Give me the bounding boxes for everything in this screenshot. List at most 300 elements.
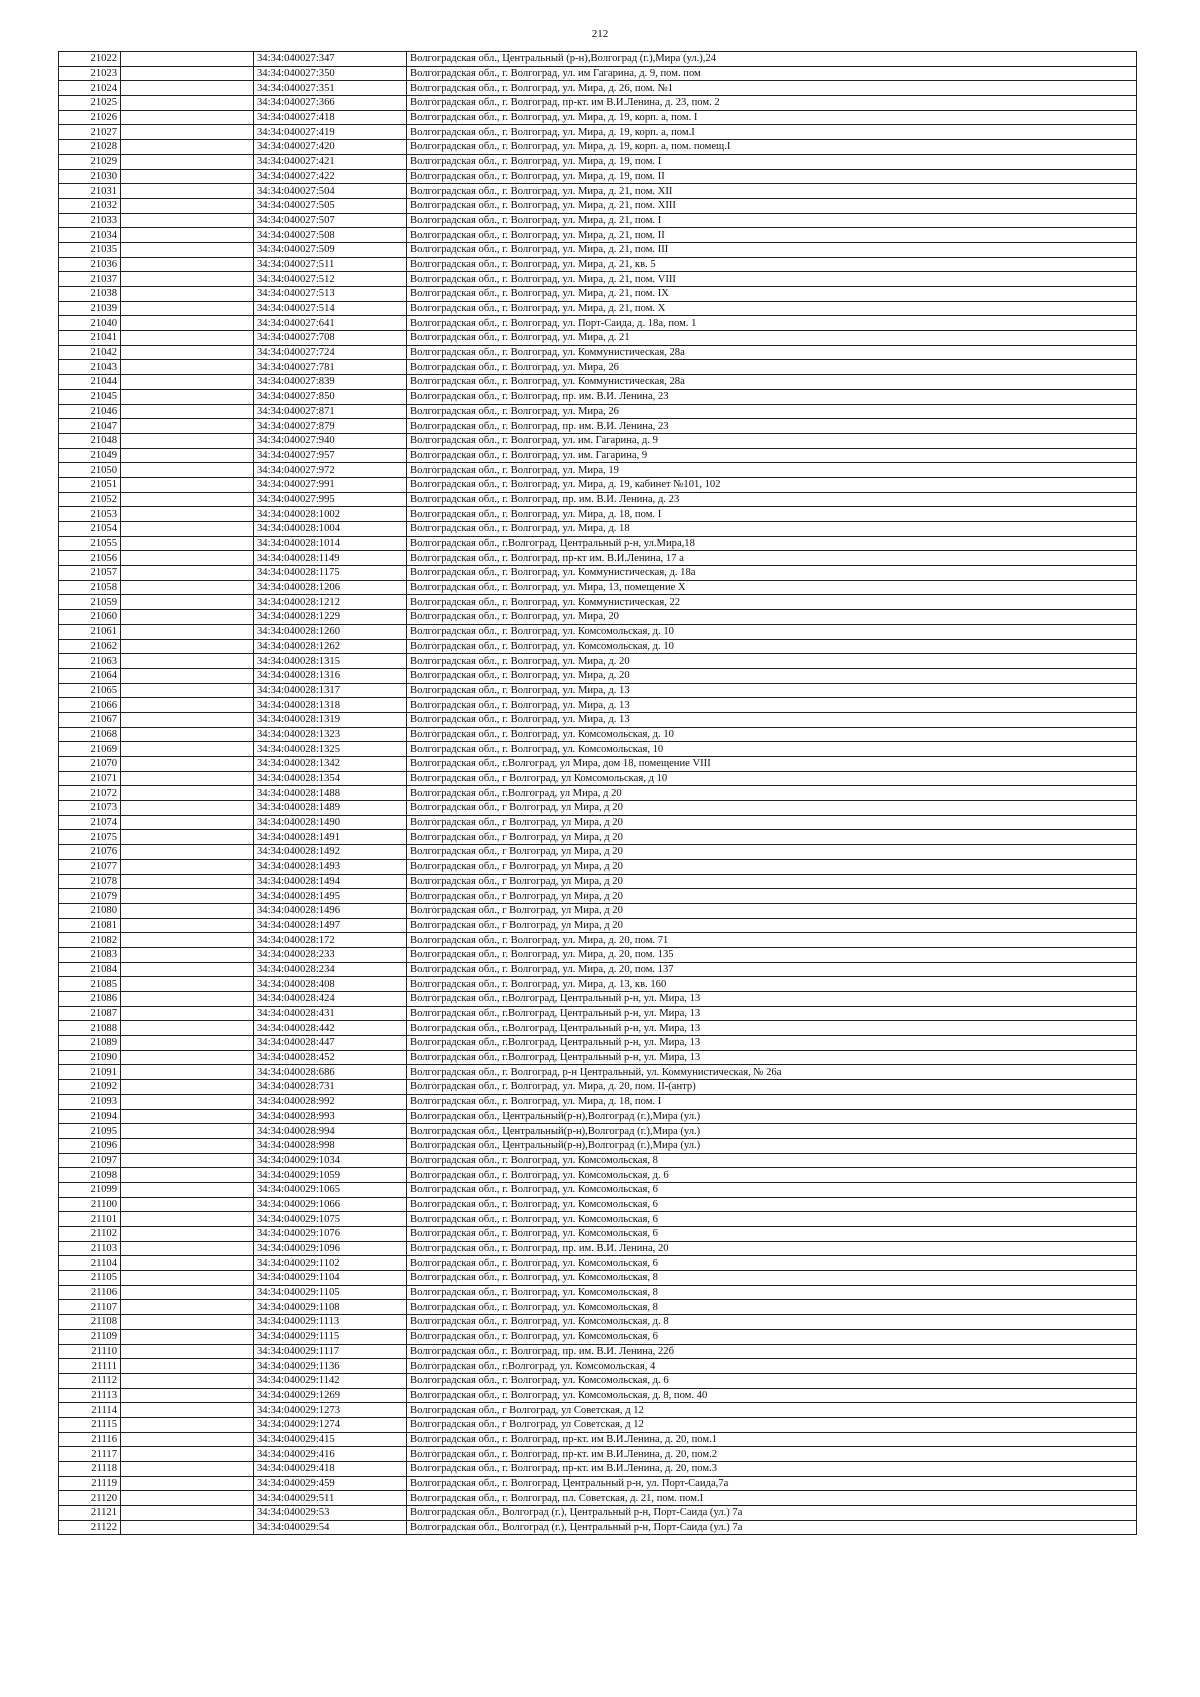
row-number-cell: 21064 [59,668,121,683]
row-number-cell: 21082 [59,933,121,948]
cadastral-number-cell: 34:34:040027:351 [254,81,407,96]
address-cell: Волгоградская обл., Центральный(р-н),Волгоград (г.),Мира (ул.) [407,1109,1137,1124]
row-number-cell: 21074 [59,815,121,830]
row-number-cell: 21083 [59,947,121,962]
empty-cell [121,1271,254,1286]
address-cell: Волгоградская обл., г. Волгоград, ул. Мира, д. 21, пом. IX [407,287,1137,302]
address-cell: Волгоградская обл., г.Волгоград, Центральный р-н, ул. Мира, 13 [407,992,1137,1007]
table-row [59,1138,1137,1153]
table-row [59,213,1137,228]
cadastral-number-cell: 34:34:040027:871 [254,404,407,419]
table-row [59,712,1137,727]
address-cell: Волгоградская обл., г. Волгоград, ул. Комсомольская, 10 [407,742,1137,757]
address-cell: Волгоградская обл., г. Волгоград, ул. им. Гагарина, д. 9 [407,433,1137,448]
table-row [59,977,1137,992]
table-row [59,1197,1137,1212]
empty-cell [121,1359,254,1374]
empty-cell [121,1138,254,1153]
empty-cell [121,727,254,742]
empty-cell [121,287,254,302]
empty-cell [121,757,254,772]
row-number-cell: 21112 [59,1373,121,1388]
table-row [59,433,1137,448]
row-number-cell: 21069 [59,742,121,757]
empty-cell [121,1168,254,1183]
empty-cell [121,1241,254,1256]
row-number-cell: 21067 [59,712,121,727]
table-row [59,757,1137,772]
empty-cell [121,595,254,610]
row-number-cell: 21047 [59,419,121,434]
table-row [59,1094,1137,1109]
cadastral-number-cell: 34:34:040028:233 [254,947,407,962]
empty-cell [121,566,254,581]
cadastral-number-cell: 34:34:040027:940 [254,433,407,448]
row-number-cell: 21091 [59,1065,121,1080]
cadastral-number-cell: 34:34:040028:1489 [254,801,407,816]
row-number-cell: 21051 [59,477,121,492]
row-number-cell: 21107 [59,1300,121,1315]
address-cell: Волгоградская обл., г. Волгоград, ул. Мира, д. 18 [407,522,1137,537]
empty-cell [121,1344,254,1359]
address-cell: Волгоградская обл., г. Волгоград, ул. Мира, д. 26, пом. №1 [407,81,1137,96]
address-cell: Волгоградская обл., г. Волгоград, пр. им. В.И. Ленина, 23 [407,389,1137,404]
cadastral-number-cell: 34:34:040028:1315 [254,654,407,669]
row-number-cell: 21103 [59,1241,121,1256]
cadastral-number-cell: 34:34:040029:1136 [254,1359,407,1374]
address-cell: Волгоградская обл., г. Волгоград, ул. Мира, д. 19, корп. а, пом.I [407,125,1137,140]
cadastral-number-cell: 34:34:040028:1494 [254,874,407,889]
table-row [59,1432,1137,1447]
row-number-cell: 21029 [59,154,121,169]
empty-cell [121,404,254,419]
row-number-cell: 21090 [59,1050,121,1065]
row-number-cell: 21088 [59,1021,121,1036]
address-cell: Волгоградская обл., г. Волгоград, ул. Мира, д. 21, пом. XIII [407,198,1137,213]
address-cell: Волгоградская обл., г. Волгоград, ул. Мира, д. 19, кабинет №101, 102 [407,477,1137,492]
empty-cell [121,345,254,360]
address-cell: Волгоградская обл., г. Волгоград, ул. Комсомольская, 6 [407,1256,1137,1271]
table-row [59,859,1137,874]
table-row [59,272,1137,287]
row-number-cell: 21046 [59,404,121,419]
table-row [59,903,1137,918]
table-row [59,507,1137,522]
address-cell: Волгоградская обл., г. Волгоград, ул. Комсомольская, 8 [407,1271,1137,1286]
table-row [59,140,1137,155]
table-row [59,771,1137,786]
table-row [59,889,1137,904]
empty-cell [121,140,254,155]
empty-cell [121,801,254,816]
address-cell: Волгоградская обл., г. Волгоград, ул. Мира, д. 21, пом. I [407,213,1137,228]
table-row [59,228,1137,243]
row-number-cell: 21078 [59,874,121,889]
cadastral-number-cell: 34:34:040028:1260 [254,624,407,639]
cadastral-number-cell: 34:34:040028:992 [254,1094,407,1109]
table-row [59,683,1137,698]
row-number-cell: 21098 [59,1168,121,1183]
table-row [59,1065,1137,1080]
empty-cell [121,463,254,478]
row-number-cell: 21045 [59,389,121,404]
cadastral-number-cell: 34:34:040029:1273 [254,1403,407,1418]
row-number-cell: 21062 [59,639,121,654]
cadastral-number-cell: 34:34:040027:957 [254,448,407,463]
table-row [59,698,1137,713]
cadastral-number-cell: 34:34:040027:418 [254,110,407,125]
address-cell: Волгоградская обл., г. Волгоград, ул. Мира, д. 21, пом. II [407,228,1137,243]
cadastral-number-cell: 34:34:040029:1066 [254,1197,407,1212]
address-cell: Волгоградская обл., г. Волгоград, ул. Коммунистическая, 28а [407,375,1137,390]
empty-cell [121,918,254,933]
cadastral-number-cell: 34:34:040028:1175 [254,566,407,581]
address-cell: Волгоградская обл., г. Волгоград, ул. Мира, д. 20, пом. 135 [407,947,1137,962]
address-cell: Волгоградская обл., г.Волгоград, Центральный р-н, ул. Мира, 13 [407,1036,1137,1051]
table-row [59,1462,1137,1477]
address-cell: Волгоградская обл., г. Волгоград, ул. Комсомольская, 6 [407,1212,1137,1227]
address-cell: Волгоградская обл., г. Волгоград, ул. Комсомольская, д. 6 [407,1168,1137,1183]
table-row [59,81,1137,96]
address-cell: Волгоградская обл., г. Волгоград, ул. Мира, д. 18, пом. I [407,507,1137,522]
cadastral-number-cell: 34:34:040029:1096 [254,1241,407,1256]
address-cell: Волгоградская обл., г Волгоград, ул Советская, д 12 [407,1417,1137,1432]
address-cell: Волгоградская обл., г. Волгоград, пр-кт. им В.И.Ленина, д. 20, пом.3 [407,1462,1137,1477]
table-row [59,1447,1137,1462]
cadastral-number-cell: 34:34:040029:1065 [254,1182,407,1197]
empty-cell [121,889,254,904]
address-cell: Волгоградская обл., г.Волгоград, ул. Комсомольская, 4 [407,1359,1137,1374]
row-number-cell: 21025 [59,96,121,111]
row-number-cell: 21085 [59,977,121,992]
table-row [59,389,1137,404]
table-row [59,1329,1137,1344]
row-number-cell: 21099 [59,1182,121,1197]
empty-cell [121,962,254,977]
registry-table [58,51,1137,1535]
empty-cell [121,331,254,346]
table-row [59,1388,1137,1403]
cadastral-number-cell: 34:34:040029:1117 [254,1344,407,1359]
address-cell: Волгоградская обл., г. Волгоград, ул. Мира, д. 21 [407,331,1137,346]
address-cell: Волгоградская обл., г. Волгоград, ул. Мира, д. 13 [407,712,1137,727]
address-cell: Волгоградская обл., г. Волгоград, ул. Мира, д. 21, пом. III [407,242,1137,257]
cadastral-number-cell: 34:34:040027:514 [254,301,407,316]
table-row [59,668,1137,683]
empty-cell [121,1520,254,1535]
empty-cell [121,1021,254,1036]
cadastral-number-cell: 34:34:040028:234 [254,962,407,977]
cadastral-number-cell: 34:34:040028:431 [254,1006,407,1021]
table-row [59,566,1137,581]
row-number-cell: 21114 [59,1403,121,1418]
cadastral-number-cell: 34:34:040027:513 [254,287,407,302]
row-number-cell: 21121 [59,1506,121,1521]
row-number-cell: 21079 [59,889,121,904]
table-row [59,595,1137,610]
row-number-cell: 21024 [59,81,121,96]
empty-cell [121,1256,254,1271]
row-number-cell: 21086 [59,992,121,1007]
empty-cell [121,1124,254,1139]
row-number-cell: 21073 [59,801,121,816]
empty-cell [121,815,254,830]
cadastral-number-cell: 34:34:040027:420 [254,140,407,155]
empty-cell [121,1476,254,1491]
cadastral-number-cell: 34:34:040028:1492 [254,845,407,860]
address-cell: Волгоградская обл., г. Волгоград, пр-кт. им В.И.Ленина, д. 20, пом.1 [407,1432,1137,1447]
cadastral-number-cell: 34:34:040028:1325 [254,742,407,757]
empty-cell [121,1065,254,1080]
table-row [59,1417,1137,1432]
row-number-cell: 21049 [59,448,121,463]
row-number-cell: 21106 [59,1285,121,1300]
cadastral-number-cell: 34:34:040027:512 [254,272,407,287]
address-cell: Волгоградская обл., Центральный(р-н),Волгоград (г.),Мира (ул.) [407,1138,1137,1153]
empty-cell [121,859,254,874]
address-cell: Волгоградская обл., г. Волгоград, Центральный р-н, ул. Порт-Саида,7а [407,1476,1137,1491]
cadastral-number-cell: 34:34:040027:422 [254,169,407,184]
empty-cell [121,698,254,713]
table-row [59,404,1137,419]
address-cell: Волгоградская обл., г. Волгоград, ул. Комсомольская, 6 [407,1227,1137,1242]
empty-cell [121,419,254,434]
row-number-cell: 21055 [59,536,121,551]
table-row [59,184,1137,199]
address-cell: Волгоградская обл., г. Волгоград, ул. Комсомольская, д. 10 [407,727,1137,742]
table-row [59,1344,1137,1359]
table-row [59,125,1137,140]
address-cell: Волгоградская обл., г. Волгоград, р-н Центральный, ул. Коммунистическая, № 26а [407,1065,1137,1080]
row-number-cell: 21122 [59,1520,121,1535]
address-cell: Волгоградская обл., г. Волгоград, ул. Мира, д. 21, пом. XII [407,184,1137,199]
row-number-cell: 21030 [59,169,121,184]
cadastral-number-cell: 34:34:040028:686 [254,1065,407,1080]
row-number-cell: 21023 [59,66,121,81]
address-cell: Волгоградская обл., г. Волгоград, ул. Комсомольская, 6 [407,1197,1137,1212]
cadastral-number-cell: 34:34:040027:879 [254,419,407,434]
address-cell: Волгоградская обл., г. Волгоград, пр-кт. им В.И.Ленина, д. 20, пом.2 [407,1447,1137,1462]
address-cell: Волгоградская обл., Центральный (р-н),Волгоград (г.),Мира (ул.),24 [407,52,1137,67]
cadastral-number-cell: 34:34:040028:1316 [254,668,407,683]
table-row [59,1300,1137,1315]
empty-cell [121,903,254,918]
empty-cell [121,1080,254,1095]
empty-cell [121,712,254,727]
cadastral-number-cell: 34:34:040028:994 [254,1124,407,1139]
empty-cell [121,1506,254,1521]
row-number-cell: 21115 [59,1417,121,1432]
row-number-cell: 21048 [59,433,121,448]
table-row [59,316,1137,331]
address-cell: Волгоградская обл., г Волгоград, ул Мира, д 20 [407,859,1137,874]
empty-cell [121,610,254,625]
address-cell: Волгоградская обл., г.Волгоград, Центральный р-н, ул. Мира, 13 [407,1021,1137,1036]
cadastral-number-cell: 34:34:040028:1493 [254,859,407,874]
address-cell: Волгоградская обл., г. Волгоград, ул. им Гагарина, д. 9, пом. пом [407,66,1137,81]
address-cell: Волгоградская обл., г. Волгоград, ул. Комсомольская, 8 [407,1285,1137,1300]
address-cell: Волгоградская обл., г Волгоград, ул Мира, д 20 [407,918,1137,933]
empty-cell [121,433,254,448]
empty-cell [121,1315,254,1330]
row-number-cell: 21056 [59,551,121,566]
address-cell: Волгоградская обл., г. Волгоград, пр-кт им. В.И.Ленина, 17 а [407,551,1137,566]
address-cell: Волгоградская обл., г. Волгоград, ул. Мира, д. 21, пом. VIII [407,272,1137,287]
table-row [59,815,1137,830]
table-row [59,1227,1137,1242]
cadastral-number-cell: 34:34:040029:1269 [254,1388,407,1403]
empty-cell [121,125,254,140]
row-number-cell: 21028 [59,140,121,155]
table-row [59,580,1137,595]
empty-cell [121,580,254,595]
cadastral-number-cell: 34:34:040028:1354 [254,771,407,786]
cadastral-number-cell: 34:34:040027:839 [254,375,407,390]
empty-cell [121,1285,254,1300]
row-number-cell: 21097 [59,1153,121,1168]
row-number-cell: 21110 [59,1344,121,1359]
row-number-cell: 21076 [59,845,121,860]
address-cell: Волгоградская обл., г. Волгоград, пр. им. В.И. Ленина, 20 [407,1241,1137,1256]
cadastral-number-cell: 34:34:040029:1105 [254,1285,407,1300]
empty-cell [121,551,254,566]
address-cell: Волгоградская обл., г. Волгоград, ул. Комсомольская, д. 10 [407,624,1137,639]
empty-cell [121,639,254,654]
cadastral-number-cell: 34:34:040029:418 [254,1462,407,1477]
table-row [59,1506,1137,1521]
cadastral-number-cell: 34:34:040028:1491 [254,830,407,845]
table-row [59,1168,1137,1183]
empty-cell [121,1109,254,1124]
empty-cell [121,1182,254,1197]
empty-cell [121,66,254,81]
address-cell: Волгоградская обл., г. Волгоград, пр-кт. им В.И.Ленина, д. 23, пом. 2 [407,96,1137,111]
cadastral-number-cell: 34:34:040027:505 [254,198,407,213]
cadastral-number-cell: 34:34:040027:366 [254,96,407,111]
row-number-cell: 21093 [59,1094,121,1109]
table-row [59,1241,1137,1256]
row-number-cell: 21092 [59,1080,121,1095]
cadastral-number-cell: 34:34:040028:1262 [254,639,407,654]
row-number-cell: 21032 [59,198,121,213]
address-cell: Волгоградская обл., г. Волгоград, ул. Мира, 19 [407,463,1137,478]
row-number-cell: 21054 [59,522,121,537]
row-number-cell: 21100 [59,1197,121,1212]
empty-cell [121,228,254,243]
cadastral-number-cell: 34:34:040029:1108 [254,1300,407,1315]
empty-cell [121,1050,254,1065]
cadastral-number-cell: 34:34:040029:1102 [254,1256,407,1271]
row-number-cell: 21035 [59,242,121,257]
empty-cell [121,52,254,67]
table-row [59,198,1137,213]
address-cell: Волгоградская обл., г. Волгоград, ул. Мира, 26 [407,360,1137,375]
table-row [59,1491,1137,1506]
address-cell: Волгоградская обл., Центральный(р-н),Волгоград (г.),Мира (ул.) [407,1124,1137,1139]
row-number-cell: 21104 [59,1256,121,1271]
table-row [59,1403,1137,1418]
address-cell: Волгоградская обл., г Волгоград, ул Мира, д 20 [407,874,1137,889]
empty-cell [121,257,254,272]
empty-cell [121,213,254,228]
cadastral-number-cell: 34:34:040027:421 [254,154,407,169]
row-number-cell: 21087 [59,1006,121,1021]
table-row [59,801,1137,816]
row-number-cell: 21077 [59,859,121,874]
cadastral-number-cell: 34:34:040028:172 [254,933,407,948]
table-row [59,536,1137,551]
empty-cell [121,874,254,889]
address-cell: Волгоградская обл., г. Волгоград, ул. Порт-Саида, д. 18а, пом. 1 [407,316,1137,331]
table-row [59,169,1137,184]
table-row [59,1006,1137,1021]
row-number-cell: 21060 [59,610,121,625]
empty-cell [121,316,254,331]
address-cell: Волгоградская обл., г Волгоград, ул Мира, д 20 [407,801,1137,816]
cadastral-number-cell: 34:34:040028:1319 [254,712,407,727]
row-number-cell: 21070 [59,757,121,772]
row-number-cell: 21119 [59,1476,121,1491]
empty-cell [121,1212,254,1227]
empty-cell [121,1432,254,1447]
empty-cell [121,977,254,992]
cadastral-number-cell: 34:34:040028:1497 [254,918,407,933]
cadastral-number-cell: 34:34:040027:708 [254,331,407,346]
empty-cell [121,1094,254,1109]
empty-cell [121,1197,254,1212]
table-row [59,1080,1137,1095]
cadastral-number-cell: 34:34:040029:1115 [254,1329,407,1344]
address-cell: Волгоградская обл., г. Волгоград, ул. Мира, д. 20 [407,654,1137,669]
cadastral-number-cell: 34:34:040029:459 [254,1476,407,1491]
address-cell: Волгоградская обл., г. Волгоград, ул. Мира, д. 13 [407,683,1137,698]
row-number-cell: 21095 [59,1124,121,1139]
cadastral-number-cell: 34:34:040027:850 [254,389,407,404]
empty-cell [121,1006,254,1021]
row-number-cell: 21118 [59,1462,121,1477]
address-cell: Волгоградская обл., Волгоград (г.), Центральный р-н, Порт-Саида (ул.) 7а [407,1520,1137,1535]
empty-cell [121,1373,254,1388]
address-cell: Волгоградская обл., г. Волгоград, ул. Мира, д. 20, пом. 71 [407,933,1137,948]
cadastral-number-cell: 34:34:040029:511 [254,1491,407,1506]
address-cell: Волгоградская обл., г. Волгоград, ул. Мира, д. 19, корп. а, пом. помещ.I [407,140,1137,155]
table-row [59,830,1137,845]
table-row [59,1212,1137,1227]
row-number-cell: 21044 [59,375,121,390]
table-row [59,463,1137,478]
table-row [59,992,1137,1007]
address-cell: Волгоградская обл., г Волгоград, ул Мира, д 20 [407,903,1137,918]
address-cell: Волгоградская обл., г. Волгоград, ул. Комсомольская, 8 [407,1153,1137,1168]
empty-cell [121,1491,254,1506]
address-cell: Волгоградская обл., г.Волгоград, Центральный р-н, ул. Мира, 13 [407,1006,1137,1021]
table-row [59,727,1137,742]
empty-cell [121,184,254,199]
cadastral-number-cell: 34:34:040028:1488 [254,786,407,801]
empty-cell [121,1329,254,1344]
table-row [59,1315,1137,1330]
table-row [59,1109,1137,1124]
cadastral-number-cell: 34:34:040027:972 [254,463,407,478]
address-cell: Волгоградская обл., г. Волгоград, ул. Комсомольская, 6 [407,1182,1137,1197]
address-cell: Волгоградская обл., г. Волгоград, ул. Мира, 13, помещение X [407,580,1137,595]
cadastral-number-cell: 34:34:040028:1317 [254,683,407,698]
address-cell: Волгоградская обл., г.Волгоград, ул Мира, дом 18, помещение VIII [407,757,1137,772]
empty-cell [121,1153,254,1168]
row-number-cell: 21066 [59,698,121,713]
table-row [59,331,1137,346]
cadastral-number-cell: 34:34:040027:511 [254,257,407,272]
